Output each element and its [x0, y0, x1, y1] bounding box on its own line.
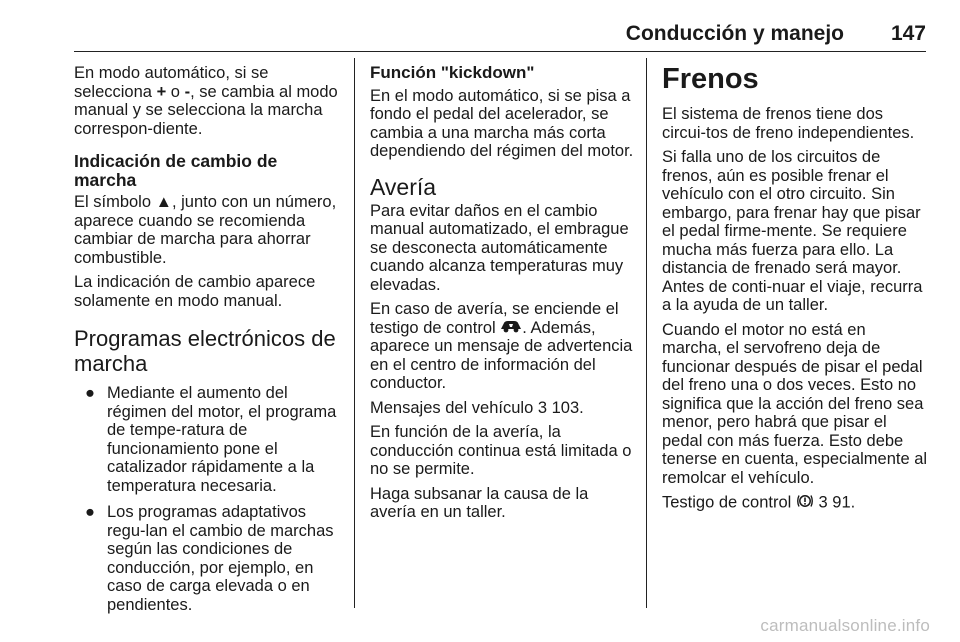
- fault-paragraph-5: Haga subsanar la causa de la avería en un taller.: [370, 484, 589, 522]
- bullet-icon: ●: [85, 503, 95, 521]
- header-rule: [74, 51, 926, 52]
- brakes-paragraph-3: Cuando el motor no está en marcha, el servofreno deja de funcionar después de pisar el pedal del freno una o dos veces. Esto no significa que la acción del freno sea menor, pero habrá que pisar el pedal con más fuerza. Esto debe tenerse en cuenta, especialmente al remolcar el vehículo.: [662, 320, 928, 487]
- shift-indicator-heading: Indicación de cambio de marcha: [74, 151, 278, 190]
- watermark: carmanualsonline.info: [760, 616, 930, 635]
- brakes-paragraph-1: El sistema de frenos tiene dos circui-tos de freno independientes.: [662, 105, 915, 142]
- brakes-paragraph-2: Si falla uno de los circuitos de frenos, aún es posible frenar el vehículo con el otro circuito. Sin embargo, para frenar hay que pisar el pedal firme-mente. Se requiere mucha más fuerza para ello. La distancia de frenado será mayor. Antes de conti-nuar el viaje, recurra a la ayuda de un taller.: [662, 148, 923, 314]
- column-2: [370, 64, 634, 528]
- fault-paragraph-3: Mensajes del vehículo 3 103.: [370, 398, 584, 417]
- kickdown-paragraph: En el modo automático, si se pisa a fondo el pedal del acelerador, se cambia a una marcha más corta dependiendo del régimen del motor.: [370, 86, 634, 160]
- page-ref-arrow-icon: 3: [537, 398, 548, 417]
- intro-paragraph: En modo automático, si se selecciona + o -, se cambia al modo manual y se selecciona la marcha correspon-diente.: [74, 64, 338, 138]
- column-divider-1: [354, 58, 355, 608]
- list-item: ● Los programas adaptativos regu-lan el cambio de marchas según las condiciones de conducción, por ejemplo, en caso de carga elevada o en pendientes.: [85, 503, 334, 614]
- kickdown-heading: Función "kickdown": [370, 63, 535, 82]
- fault-paragraph-4: En función de la avería, la conducción continua está limitada o no se permite.: [370, 423, 632, 479]
- section-title: Conducción y manejo: [625, 22, 844, 45]
- column-3: [662, 64, 928, 520]
- gearbox-warning-icon: [500, 319, 522, 338]
- shift-paragraph-2: La indicación de cambio aparece solamente en modo manual.: [74, 273, 316, 310]
- upshift-icon: ▲: [155, 193, 172, 211]
- page-ref-arrow-icon: 3: [818, 493, 828, 512]
- brake-warning-icon: [796, 493, 814, 514]
- brakes-paragraph-4: Testigo de control 3 91.: [662, 493, 856, 512]
- fault-heading: Avería: [370, 173, 437, 200]
- programs-heading: Programas electrónicos de marcha: [74, 326, 336, 376]
- column-divider-2: [646, 58, 647, 608]
- bullet-icon: ●: [85, 384, 95, 402]
- fault-paragraph-1: Para evitar daños en el cambio manual automatizado, el embrague se desconecta automáticamente cuando alcanza temperaturas muy elevadas.: [370, 201, 629, 294]
- page-header: [74, 22, 926, 48]
- column-1: [74, 64, 344, 622]
- shift-paragraph-1: El símbolo ▲, junto con un número, aparece cuando se recomienda cambiar de marcha para ahorrar combustible.: [74, 193, 337, 267]
- list-item: ● Mediante el aumento del régimen del motor, el programa de tempe-ratura de funcionamiento pone el catalizador rápidamente a la temperatura necesaria.: [85, 384, 337, 495]
- programs-list: [74, 384, 344, 614]
- page-number: 147: [890, 22, 926, 45]
- brakes-heading: Frenos: [662, 63, 759, 95]
- fault-paragraph-2: En caso de avería, se enciende el testigo de control . Además, aparece un mensaje de advertencia en el centro de información del conductor.: [370, 300, 633, 393]
